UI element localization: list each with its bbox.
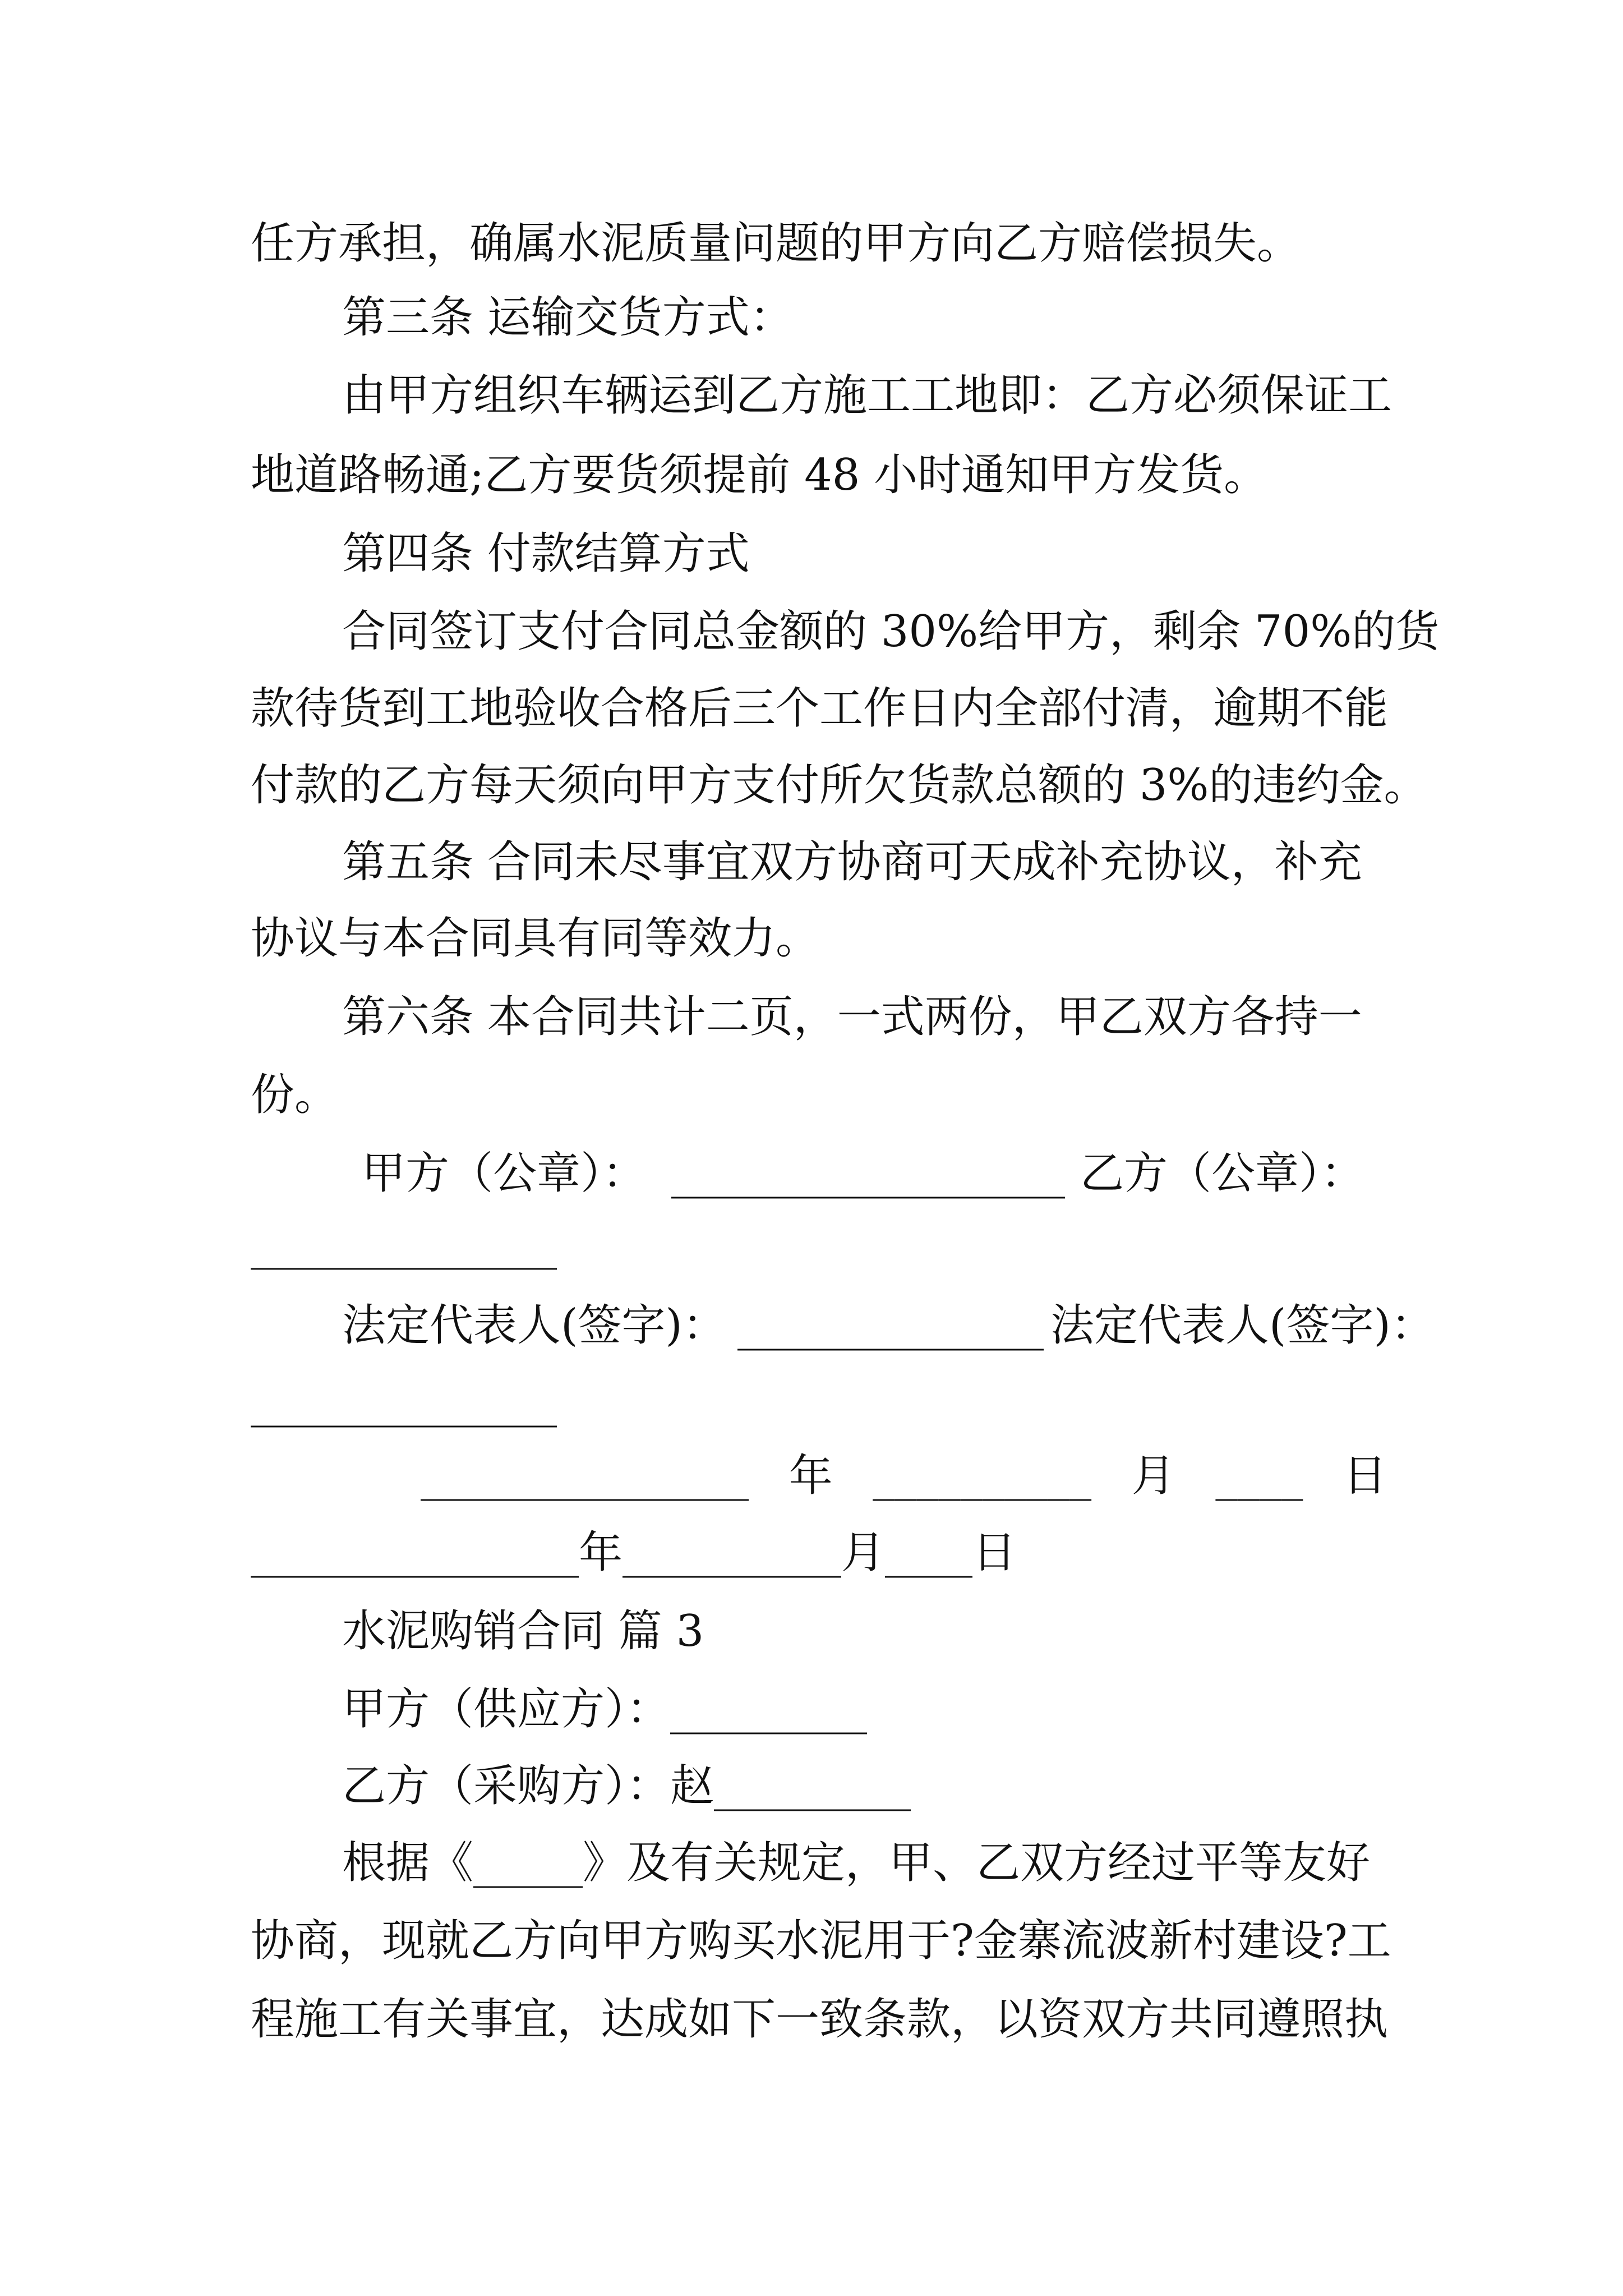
year-label: 年 xyxy=(579,1527,623,1578)
day-blank: ____ xyxy=(885,1527,973,1578)
party-a-rep-label: 法定代表人(签字)： xyxy=(342,1300,726,1351)
day-label: 日 xyxy=(1343,1451,1387,1501)
buyer-blank: _________ xyxy=(714,1761,911,1811)
date-row-party-b xyxy=(251,1527,1017,1578)
party-b-seal-blank: ______________ xyxy=(251,1220,557,1270)
year-blank: _______________ xyxy=(251,1527,579,1578)
article-6-line: 第六条 本合同共计二页，一式两份，甲乙双方各持一 xyxy=(342,992,1362,1042)
party-b-seal-label: 乙方（公章）： xyxy=(1080,1148,1365,1199)
contract-3-title: 水泥购销合同 篇 3 xyxy=(342,1606,704,1657)
supplier-label: 甲方（供应方）： xyxy=(342,1684,671,1734)
seal-row xyxy=(0,1148,1623,1199)
preamble-line: 程施工有关事宜，达成如下一致条款，以资双方共同遵照执 xyxy=(251,1994,1389,2045)
continued-clause-line: 任方承担，确属水泥质量问题的甲方向乙方赔偿损失。 xyxy=(251,218,1301,269)
party-a-seal-blank: __________________ xyxy=(671,1148,1065,1199)
article-5-line: 协议与本合同具有同等效力。 xyxy=(251,913,820,964)
supplier-blank: _________ xyxy=(670,1684,868,1734)
article-4-body-line: 合同签订支付合同总金额的 30%给甲方，剩余 70%的货 xyxy=(342,606,1440,657)
month-label: 月 xyxy=(841,1527,886,1578)
buyer-line xyxy=(342,1761,911,1811)
date-row-party-a xyxy=(421,1451,1387,1501)
article-4-body-line: 款待货到工地验收合格后三个工作日内全部付清，逾期不能 xyxy=(251,683,1389,734)
article-3-heading: 第三条 运输交货方式： xyxy=(342,292,794,343)
preamble-line: 根据《_____》及有关规定，甲、乙双方经过平等友好 xyxy=(342,1838,1371,1888)
article-3-body-line: 地道路畅通;乙方要货须提前 48 小时通知甲方发货。 xyxy=(251,450,1268,500)
month-blank: __________ xyxy=(623,1527,842,1578)
day-blank: ____ xyxy=(1215,1451,1303,1501)
party-b-rep-label: 法定代表人(签字)： xyxy=(1050,1300,1435,1351)
supplier-line xyxy=(342,1684,868,1734)
month-label: 月 xyxy=(1131,1451,1175,1501)
article-4-heading: 第四条 付款结算方式 xyxy=(342,528,750,579)
party-a-rep-blank: ______________ xyxy=(737,1300,1044,1351)
party-a-seal-label: 甲方（公章）： xyxy=(362,1148,647,1199)
article-6-line: 份。 xyxy=(251,1070,339,1120)
month-blank: __________ xyxy=(873,1451,1092,1501)
representative-row xyxy=(0,1300,1623,1351)
year-label: 年 xyxy=(789,1451,833,1501)
party-b-rep-blank: ______________ xyxy=(251,1377,557,1428)
year-blank: _______________ xyxy=(421,1451,749,1501)
article-3-body-line: 由甲方组织车辆运到乙方施工工地即：乙方必须保证工 xyxy=(342,370,1393,421)
day-label: 日 xyxy=(972,1527,1017,1578)
preamble-line: 协商，现就乙方向甲方购买水泥用于?金寨流波新村建设?工 xyxy=(251,1916,1391,1966)
article-5-line: 第五条 合同未尽事宜双方协商可天成补充协议，补充 xyxy=(342,837,1362,887)
buyer-label: 乙方（采购方）：赵 xyxy=(342,1761,714,1811)
article-4-body-line: 付款的乙方每天须向甲方支付所欠货款总额的 3%的违约金。 xyxy=(251,760,1428,811)
